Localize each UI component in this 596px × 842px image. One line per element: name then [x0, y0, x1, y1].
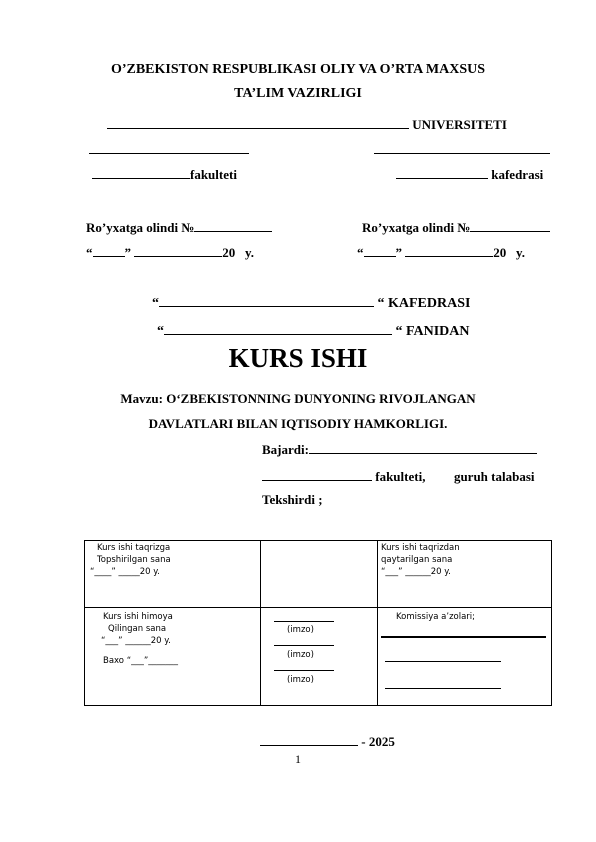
department-line: [396, 166, 543, 183]
footer-year: - 2025: [361, 734, 395, 749]
kafedrasi-label: “ KAFEDRASI: [377, 296, 471, 311]
month-blank: [134, 244, 222, 257]
review-submit-date: “____” _____20 y.: [90, 567, 160, 577]
year-suffix: y.: [245, 245, 255, 260]
department-top-blank: [374, 153, 550, 154]
registration-right-blank: [470, 219, 550, 232]
department-label: kafedrasi: [491, 167, 544, 182]
department-name-line: [152, 294, 470, 312]
quote-close: ”: [395, 245, 402, 260]
ministry-line-1: O’ZBEKISTON RESPUBLIKASI OLIY VA O’RTA MAXSUS: [110, 62, 486, 77]
quote-open: “: [357, 245, 364, 260]
performer-faculty-blank: [262, 468, 372, 481]
signature-line-3: [274, 670, 334, 671]
subject-name-line: [157, 322, 470, 340]
registration-right-label: Ro’yxatga olindi №: [362, 220, 471, 235]
day-blank: [364, 244, 396, 257]
registration-date-left: [86, 244, 254, 261]
review-return-date: “___” ______20 y.: [381, 567, 451, 577]
defense-date-label: Qilingan sana: [108, 624, 167, 634]
department-name-blank: [159, 294, 374, 307]
registration-left-label: Ro’yxatga olindi №: [86, 220, 195, 235]
ministry-line-2: TA’LIM VAZIRLIGI: [234, 86, 362, 101]
fanidan-label: “ FANIDAN: [395, 324, 470, 339]
performer-faculty-label: fakulteti,: [375, 469, 426, 484]
review-return-label: Kurs ishi taqrizdan: [381, 543, 460, 553]
bajardi-label: Bajardi:: [262, 442, 309, 457]
performer-group-label: guruh talabasi: [453, 469, 535, 484]
day-blank: [93, 244, 125, 257]
signature-label-3: (imzo): [287, 675, 314, 685]
table-divider-2: [377, 540, 378, 706]
faculty-top-blank: [89, 153, 249, 154]
signature-line-2: [274, 645, 334, 646]
year-prefix: 20: [493, 245, 507, 260]
table-border-middle: [84, 607, 552, 608]
review-return-date-label: qaytarilgan sana: [381, 555, 453, 565]
table-border-left: [84, 540, 85, 706]
topic-line-2: DAVLATLARI BILAN IQTISODIY HAMKORLIGI.: [148, 416, 448, 431]
footer-year-line: [260, 733, 395, 750]
faculty-group-line: [262, 468, 535, 485]
table-divider-1: [260, 540, 261, 706]
page-number: 1: [295, 752, 301, 766]
commission-line-3: [385, 688, 501, 689]
university-line: [107, 116, 507, 133]
quote-close: ”: [124, 245, 131, 260]
defense-date: “___” ______20 y.: [101, 636, 171, 646]
performer-blank: [309, 441, 537, 454]
faculty-label: fakulteti: [190, 167, 237, 182]
review-submit-label: Kurs ishi taqrizga: [97, 543, 171, 553]
department-blank: [396, 166, 488, 179]
quote-open: “: [157, 324, 164, 339]
year-suffix: y.: [516, 245, 526, 260]
topic-line-1: Mavzu: O‘ZBEKISTONNING DUNYONING RIVOJLANGAN: [120, 391, 476, 406]
faculty-blank: [92, 166, 190, 179]
tekshirdi-label: Tekshirdi ;: [262, 492, 323, 507]
signature-label-1: (imzo): [287, 625, 314, 635]
faculty-line: [92, 166, 237, 183]
document-title: KURS ISHI: [228, 343, 368, 373]
signature-line-1: [274, 621, 334, 622]
registration-right: [362, 219, 550, 236]
table-border-bottom: [84, 705, 552, 706]
table-border-right: [551, 540, 552, 706]
registration-date-right: [357, 244, 525, 261]
quote-open: “: [86, 245, 93, 260]
review-submit-date-label: Topshirilgan sana: [97, 555, 171, 565]
defense-label: Kurs ishi himoya: [103, 612, 173, 622]
signature-label-2: (imzo): [287, 650, 314, 660]
performer-line: [262, 441, 537, 458]
month-blank: [405, 244, 493, 257]
university-blank: [107, 116, 409, 129]
table-border-top: [84, 540, 552, 541]
quote-open: “: [152, 296, 159, 311]
subject-name-blank: [164, 322, 392, 335]
registration-left: [86, 219, 272, 236]
university-label: UNIVERSITETI: [412, 117, 507, 132]
registration-left-blank: [194, 219, 272, 232]
commission-line-1: [381, 636, 546, 638]
footer-city-blank: [260, 733, 358, 746]
year-prefix: 20: [222, 245, 236, 260]
commission-line-2: [385, 661, 501, 662]
commission-label: Komissiya a’zolari;: [396, 612, 476, 622]
grade-field: Baxo “___”_______: [103, 656, 179, 666]
